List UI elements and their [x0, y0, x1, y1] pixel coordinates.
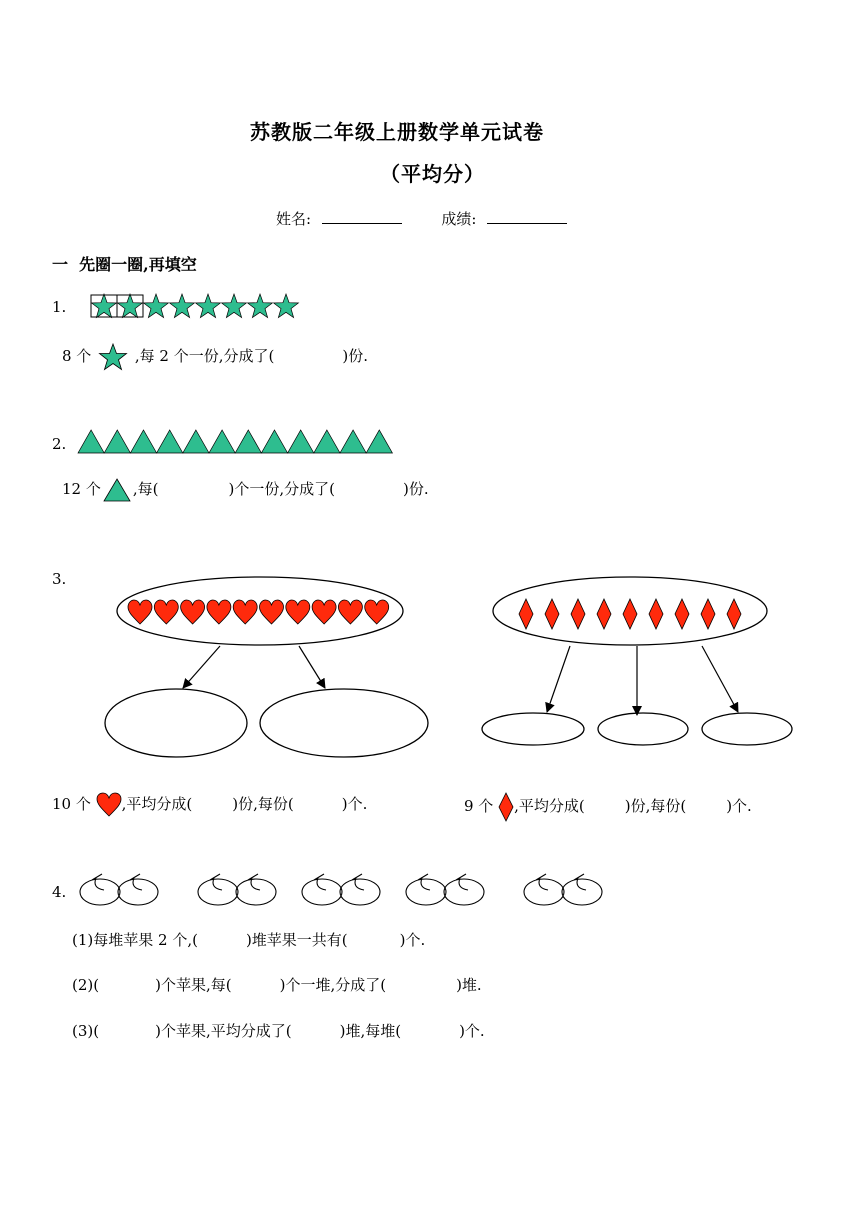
triangle-icon — [104, 430, 130, 453]
q4-sub3-text-b: )个苹果,平均分成了( — [155, 1022, 292, 1040]
heart-icon — [338, 600, 362, 624]
right-answer-oval-3[interactable] — [702, 713, 792, 745]
heart-icon — [233, 600, 257, 624]
q2-question — [62, 477, 429, 503]
q4-sub1-text-a: (1)每堆苹果 2 个,( — [72, 931, 198, 949]
diamond-icon — [701, 599, 715, 629]
diamond-icon — [498, 792, 514, 822]
heart-icon — [154, 600, 178, 624]
triangle-icon — [366, 430, 392, 453]
diamond-icon — [727, 599, 741, 629]
q2-text-c: )个一份,分成了( — [228, 480, 335, 498]
star-icon — [170, 294, 195, 318]
q4-sub2 — [72, 974, 482, 995]
q4-sub1-text-b: )堆苹果一共有( — [245, 931, 348, 949]
heart-icon — [96, 792, 122, 818]
page-title: 苏教版二年级上册数学单元试卷 — [250, 120, 544, 144]
q4-sub2-text-b: )个苹果,每( — [155, 976, 232, 994]
diamond-icon — [545, 599, 559, 629]
star-icon — [248, 294, 273, 318]
q4-sub3-text-c: )堆,每堆( — [339, 1022, 402, 1040]
triangle-icon — [288, 430, 314, 453]
q4-sub3-text-a: (3)( — [72, 1022, 100, 1040]
diamond-icon — [623, 599, 637, 629]
score-field[interactable] — [487, 209, 567, 224]
q2-text-d: )份. — [402, 480, 429, 498]
apple-icon — [444, 874, 484, 905]
q4-sub2-text-c: )个一堆,分成了( — [279, 976, 387, 994]
q2-text-b: ,每( — [132, 480, 159, 498]
heart-icon — [312, 600, 336, 624]
star-icon — [196, 294, 221, 318]
q3-left-text-a: 10 个 — [52, 795, 91, 813]
star-icon — [98, 343, 128, 371]
q4-sub3 — [72, 1020, 485, 1041]
heart-icon — [260, 600, 284, 624]
q2-text-a: 12 个 — [62, 480, 101, 498]
triangle-icon — [209, 430, 235, 453]
apple-icon — [118, 874, 158, 905]
star-icon — [92, 294, 117, 318]
star-icon — [274, 294, 299, 318]
heart-icon — [207, 600, 231, 624]
q4-sub2-text-a: (2)( — [72, 976, 100, 994]
q1-text-c: )份. — [342, 347, 368, 365]
triangle-icon — [157, 430, 183, 453]
q3-left-text-d: )个. — [341, 795, 368, 813]
triangle-icon — [78, 430, 104, 453]
triangle-icon — [102, 477, 132, 503]
q4-sub1 — [72, 929, 425, 950]
q3-left-text-b: ,平均分成( — [121, 795, 193, 813]
heart-icon — [286, 600, 310, 624]
diamond-icon — [571, 599, 585, 629]
right-answer-oval-2[interactable] — [598, 713, 688, 745]
left-answer-oval-2[interactable] — [260, 689, 428, 757]
section-heading: 一 先圈一圈,再填空 — [52, 255, 197, 274]
triangle-icon — [183, 430, 209, 453]
name-label: 姓名: — [276, 210, 312, 228]
q3-diagram — [60, 570, 820, 770]
star-icon — [222, 294, 247, 318]
apple-icon — [302, 874, 342, 905]
triangle-icon — [130, 430, 156, 453]
apple-icon — [198, 874, 238, 905]
page-subtitle: （平均分） — [380, 162, 485, 186]
q4-sub2-text-d: )堆. — [456, 976, 482, 994]
diamond-icon — [519, 599, 533, 629]
apple-icon — [406, 874, 446, 905]
star-icon — [144, 294, 169, 318]
q1-number: 1. — [52, 298, 67, 316]
q3-right-text-c: )份,每份( — [624, 797, 687, 815]
apple-icon — [340, 874, 380, 905]
right-arrow-1 — [547, 646, 570, 712]
q4-number: 4. — [52, 883, 67, 901]
triangle-icon — [235, 430, 261, 453]
left-arrow-1 — [183, 646, 220, 688]
q3-left-text-c: )份,每份( — [232, 795, 294, 813]
score-label: 成绩: — [441, 210, 477, 228]
diamond-icon — [649, 599, 663, 629]
triangle-icon — [314, 430, 340, 453]
q4-sub3-text-d: )个. — [459, 1022, 485, 1040]
q3-right-text-a: 9 个 — [464, 797, 494, 815]
q2-triangles — [76, 428, 396, 456]
name-row — [276, 208, 567, 229]
q4-sub1-text-c: )个. — [399, 931, 426, 949]
apple-icon — [524, 874, 564, 905]
q3-right-text-b: ,平均分成( — [514, 797, 585, 815]
q4-apples — [76, 868, 636, 908]
apple-icon — [80, 874, 120, 905]
right-arrow-3 — [702, 646, 738, 712]
triangle-icon — [261, 430, 287, 453]
heart-icon — [181, 600, 205, 624]
name-field[interactable] — [322, 209, 402, 224]
q1-stars — [88, 292, 308, 322]
star-icon — [118, 294, 143, 318]
q3-question-right — [464, 792, 752, 822]
left-answer-oval-1[interactable] — [105, 689, 247, 757]
q1-text-b: ,每 2 个一份,分成了( — [134, 347, 275, 365]
diamond-icon — [597, 599, 611, 629]
heart-icon — [128, 600, 152, 624]
q1-text-a: 8 个 — [62, 347, 92, 365]
apple-icon — [236, 874, 276, 905]
right-answer-oval-1[interactable] — [482, 713, 584, 745]
q2-number: 2. — [52, 435, 67, 453]
q1-question — [62, 343, 368, 371]
left-arrow-2 — [299, 646, 325, 688]
heart-icon — [365, 600, 389, 624]
q3-right-text-d: )个. — [726, 797, 752, 815]
diamond-icon — [675, 599, 689, 629]
q3-question-left — [52, 792, 367, 818]
triangle-icon — [340, 430, 366, 453]
apple-icon — [562, 874, 602, 905]
q3-number: 3. — [52, 570, 67, 588]
